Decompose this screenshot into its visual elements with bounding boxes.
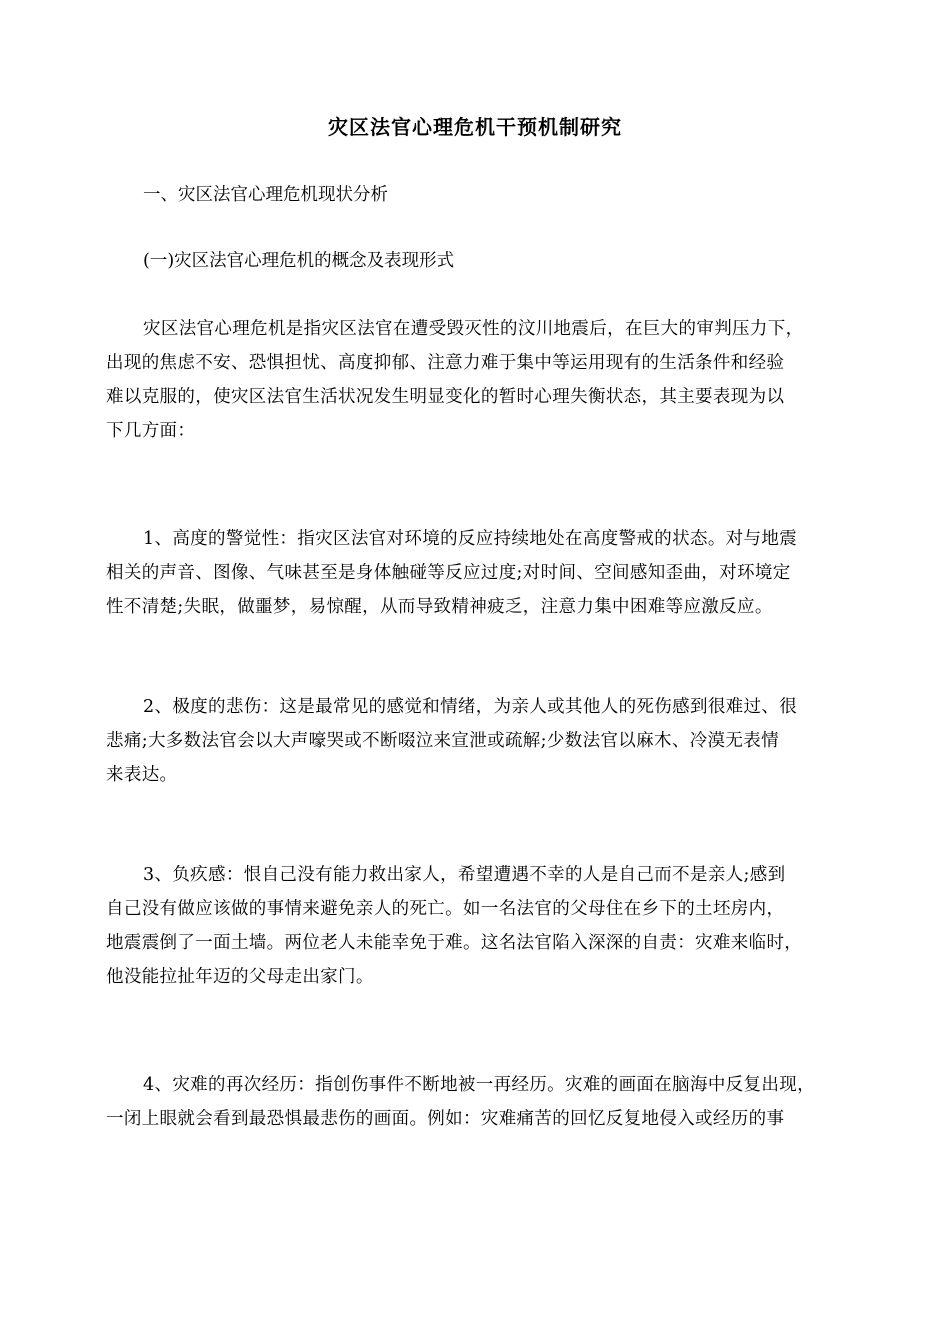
paragraph-line: 出现的焦虑不安、恐惧担忧、高度抑郁、注意力难于集中等运用现有的生活条件和经验 bbox=[106, 353, 785, 373]
paragraph-line: 地震震倒了一面土墙。两位老人未能幸免于难。这名法官陷入深深的自责：灾难来临时， bbox=[106, 933, 803, 953]
paragraph-guilt bbox=[106, 858, 856, 994]
paragraph-line: 性不清楚;失眠，做噩梦，易惊醒，从而导致精神疲乏，注意力集中困难等应激反应。 bbox=[106, 597, 773, 617]
paragraph-line: 来表达。 bbox=[106, 765, 178, 785]
paragraph-line: 悲痛;大多数法官会以大声嚎哭或不断啜泣来宣泄或疏解;少数法官以麻木、冷漠无表情 bbox=[106, 731, 779, 751]
subsection-heading-1: (一)灾区法官心理危机的概念及表现形式 bbox=[143, 251, 455, 271]
document-title: 灾区法官心理危机干预机制研究 bbox=[328, 115, 622, 139]
paragraph-grief bbox=[106, 690, 856, 792]
paragraph-line: 2、极度的悲伤：这是最常见的感觉和情绪，为亲人或其他人的死伤感到很难过、很 bbox=[143, 697, 798, 717]
paragraph-line: 一闭上眼就会看到最恐惧最悲伤的画面。例如：灾难痛苦的回忆反复地侵入或经历的事 bbox=[106, 1109, 785, 1129]
paragraph-line: 下几方面： bbox=[106, 421, 196, 441]
paragraph-line: 难以克服的，使灾区法官生活状况发生明显变化的暂时心理失衡状态，其主要表现为以 bbox=[106, 387, 785, 407]
section-heading-1: 一、灾区法官心理危机现状分析 bbox=[143, 185, 388, 205]
paragraph-line: 1、高度的警觉性：指灾区法官对环境的反应持续地处在高度警戒的状态。对与地震 bbox=[143, 529, 798, 549]
paragraph-line: 自己没有做应该做的事情来避免亲人的死亡。如一名法官的父母住在乡下的土坯房内， bbox=[106, 899, 785, 919]
paragraph-line: 4、灾难的再次经历：指创伤事件不断地被一再经历。灾难的画面在脑海中反复出现， bbox=[143, 1075, 815, 1095]
paragraph-definition bbox=[106, 312, 856, 448]
paragraph-vigilance bbox=[106, 522, 856, 624]
paragraph-line: 3、负疚感：恨自己没有能力救出家人，希望遭遇不幸的人是自己而不是亲人;感到 bbox=[143, 865, 786, 885]
paragraph-line: 他没能拉扯年迈的父母走出家门。 bbox=[106, 967, 374, 987]
paragraph-line: 灾区法官心理危机是指灾区法官在遭受毁灭性的汶川地震后，在巨大的审判压力下， bbox=[143, 319, 804, 339]
paragraph-line: 相关的声音、图像、气味甚至是身体触碰等反应过度;对时间、空间感知歪曲，对环境定 bbox=[106, 563, 791, 583]
paragraph-re-experience bbox=[106, 1068, 856, 1136]
